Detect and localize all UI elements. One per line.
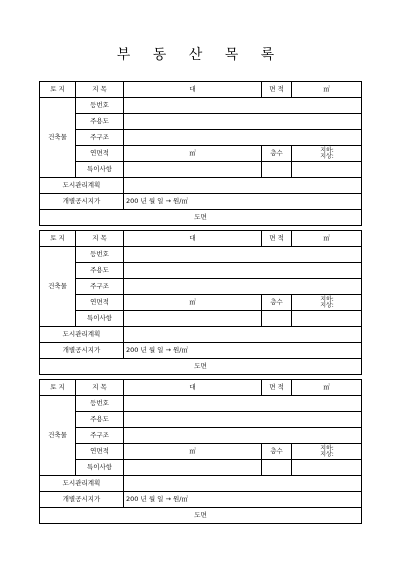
property-record-block-3 <box>39 379 362 524</box>
deungbeon-label: 등번호 <box>76 396 124 412</box>
jimok-value[interactable]: 대 <box>124 380 262 396</box>
above-label: 지상: <box>320 152 334 160</box>
floors-value[interactable] <box>292 444 362 460</box>
jugujo-value[interactable] <box>124 279 362 295</box>
deungbeon-value[interactable] <box>124 396 362 412</box>
urban-plan-value[interactable] <box>124 327 362 343</box>
juyongdo-value[interactable] <box>124 263 362 279</box>
area-value[interactable]: ㎡ <box>292 231 362 247</box>
property-record-block-2 <box>39 230 362 375</box>
yeonmyeonjeok-value[interactable]: ㎡ <box>124 444 262 460</box>
page-title: 부 동 산 목 록 <box>116 47 284 63</box>
special-empty-a[interactable] <box>262 460 292 476</box>
juyongdo-label: 주용도 <box>76 412 124 428</box>
drawing-label: 도면 <box>40 359 362 375</box>
building-label: 건축물 <box>40 396 76 476</box>
special-empty-a[interactable] <box>262 162 292 178</box>
special-value[interactable] <box>124 162 262 178</box>
urban-plan-label: 도시관리계획 <box>40 178 124 194</box>
jimok-value[interactable]: 대 <box>124 82 262 98</box>
jugujo-value[interactable] <box>124 130 362 146</box>
floors-value[interactable] <box>292 295 362 311</box>
jugujo-label: 주구조 <box>76 130 124 146</box>
urban-plan-label: 도시관리계획 <box>40 327 124 343</box>
yeonmyeonjeok-label: 연면적 <box>76 295 124 311</box>
special-empty-a[interactable] <box>262 311 292 327</box>
drawing-label: 도면 <box>40 210 362 226</box>
floors-label: 층수 <box>262 146 292 162</box>
floors-value[interactable] <box>292 146 362 162</box>
yeonmyeonjeok-label: 연면적 <box>76 146 124 162</box>
area-value[interactable]: ㎡ <box>292 82 362 98</box>
building-label: 건축물 <box>40 98 76 178</box>
special-empty-b[interactable] <box>292 460 362 476</box>
drawing-label: 도면 <box>40 508 362 524</box>
basement-label: 지하: <box>320 295 334 303</box>
area-label: 면 적 <box>262 380 292 396</box>
jimok-label: 지 목 <box>76 231 124 247</box>
yeonmyeonjeok-value[interactable]: ㎡ <box>124 295 262 311</box>
land-price-label: 개별공시지가 <box>40 492 124 508</box>
land-price-label: 개별공시지가 <box>40 194 124 210</box>
property-record-block-1 <box>39 81 362 226</box>
jimok-value[interactable]: 대 <box>124 231 262 247</box>
basement-label: 지하: <box>320 444 334 452</box>
land-price-value[interactable]: 200 년 월 일 → 원/㎡ <box>124 194 362 210</box>
jugujo-label: 주구조 <box>76 428 124 444</box>
special-label: 특이사항 <box>76 460 124 476</box>
jugujo-label: 주구조 <box>76 279 124 295</box>
land-label: 토 지 <box>40 380 76 396</box>
urban-plan-value[interactable] <box>124 476 362 492</box>
deungbeon-value[interactable] <box>124 247 362 263</box>
jimok-label: 지 목 <box>76 380 124 396</box>
land-price-value[interactable]: 200 년 월 일 → 원/㎡ <box>124 492 362 508</box>
special-value[interactable] <box>124 460 262 476</box>
building-label: 건축물 <box>40 247 76 327</box>
jugujo-value[interactable] <box>124 428 362 444</box>
urban-plan-label: 도시관리계획 <box>40 476 124 492</box>
land-row <box>40 380 362 396</box>
area-label: 면 적 <box>262 231 292 247</box>
area-value[interactable]: ㎡ <box>292 380 362 396</box>
yeonmyeonjeok-label: 연면적 <box>76 444 124 460</box>
special-label: 특이사항 <box>76 162 124 178</box>
deungbeon-label: 등번호 <box>76 247 124 263</box>
land-label: 토 지 <box>40 82 76 98</box>
land-label: 토 지 <box>40 231 76 247</box>
juyongdo-value[interactable] <box>124 412 362 428</box>
deungbeon-label: 등번호 <box>76 98 124 114</box>
deungbeon-value[interactable] <box>124 98 362 114</box>
above-label: 지상: <box>320 301 334 309</box>
land-row <box>40 82 362 98</box>
land-price-label: 개별공시지가 <box>40 343 124 359</box>
urban-plan-value[interactable] <box>124 178 362 194</box>
area-label: 면 적 <box>262 82 292 98</box>
floors-label: 층수 <box>262 444 292 460</box>
basement-label: 지하: <box>320 146 334 154</box>
above-label: 지상: <box>320 450 334 458</box>
special-empty-b[interactable] <box>292 311 362 327</box>
yeonmyeonjeok-value[interactable]: ㎡ <box>124 146 262 162</box>
land-row <box>40 231 362 247</box>
juyongdo-value[interactable] <box>124 114 362 130</box>
juyongdo-label: 주용도 <box>76 263 124 279</box>
special-label: 특이사항 <box>76 311 124 327</box>
jimok-label: 지 목 <box>76 82 124 98</box>
juyongdo-label: 주용도 <box>76 114 124 130</box>
special-empty-b[interactable] <box>292 162 362 178</box>
floors-label: 층수 <box>262 295 292 311</box>
special-value[interactable] <box>124 311 262 327</box>
land-price-value[interactable]: 200 년 월 일 → 원/㎡ <box>124 343 362 359</box>
